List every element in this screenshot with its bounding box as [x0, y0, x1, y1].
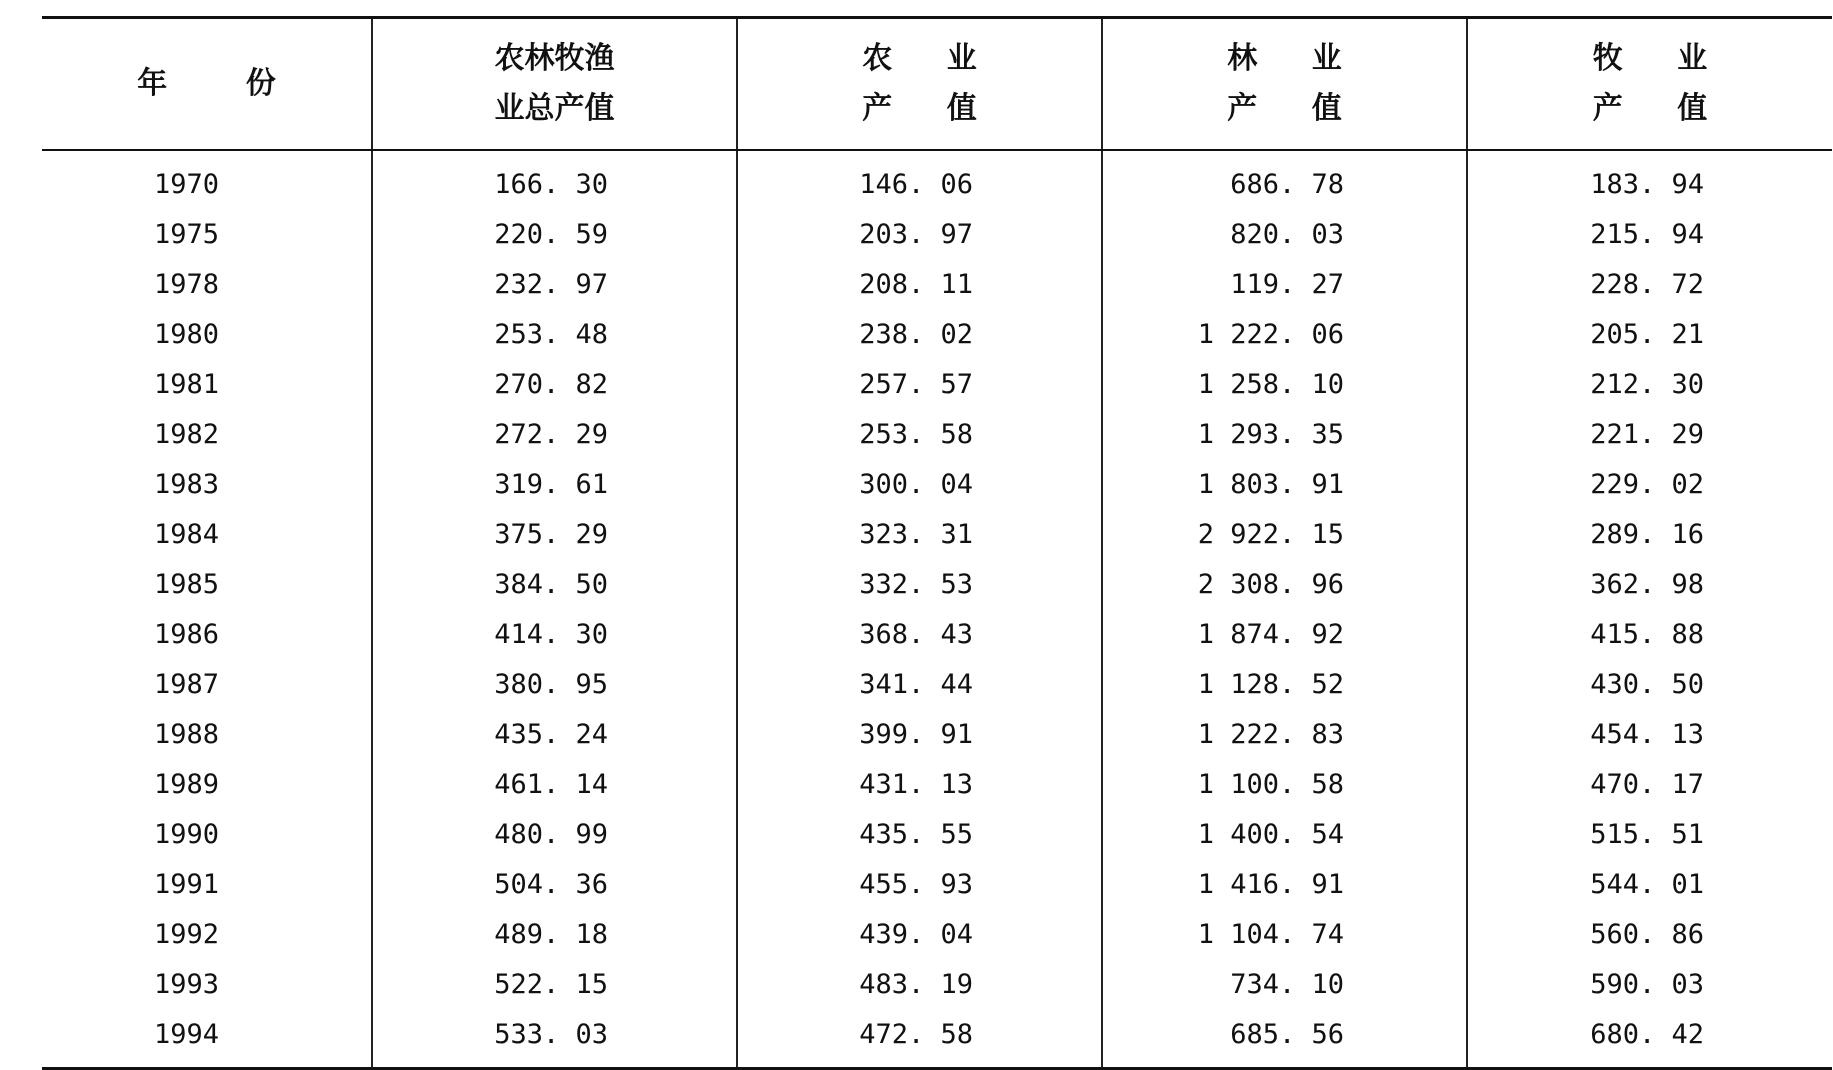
year-cell: 1975 — [153, 218, 220, 250]
year-cell: 1970 — [153, 168, 220, 200]
husbandry-output-cell: 362. 98 — [1467, 559, 1832, 609]
forestry-output-cell: 1 874. 92 — [1102, 609, 1467, 659]
husbandry-output-cell: 229. 02 — [1467, 459, 1832, 509]
husbandry-output-cell: 221. 29 — [1467, 409, 1832, 459]
agriculture-output-cell: 435. 55 — [737, 809, 1102, 859]
year-cell: 1990 — [153, 818, 220, 850]
husbandry-output-cell: 215. 94 — [1467, 209, 1832, 259]
husbandry-output-cell: 430. 50 — [1467, 659, 1832, 709]
total-output-cell: 375. 29 — [372, 509, 737, 559]
table-row — [42, 859, 1832, 909]
year-cell: 1988 — [153, 718, 220, 750]
year-cell: 1986 — [153, 618, 220, 650]
husbandry-output-cell: 560. 86 — [1467, 909, 1832, 959]
husbandry-output-cell: 212. 30 — [1467, 359, 1832, 409]
forestry-output-cell: 1 258. 10 — [1102, 359, 1467, 409]
forestry-output-cell: 734. 10 — [1102, 959, 1467, 1009]
husbandry-output-cell: 205. 21 — [1467, 309, 1832, 359]
total-output-cell: 272. 29 — [372, 409, 737, 459]
data-table — [42, 16, 1832, 1070]
total-output-cell: 435. 24 — [372, 709, 737, 759]
agriculture-output-cell: 238. 02 — [737, 309, 1102, 359]
agriculture-output-cell: 483. 19 — [737, 959, 1102, 1009]
agriculture-output-cell: 472. 58 — [737, 1009, 1102, 1069]
header-forestry-output: 林 业 产 值 — [1102, 18, 1467, 151]
year-cell: 1982 — [153, 418, 220, 450]
husbandry-output-cell: 289. 16 — [1467, 509, 1832, 559]
year-cell: 1980 — [153, 318, 220, 350]
agriculture-output-cell: 257. 57 — [737, 359, 1102, 409]
year-cell: 1993 — [153, 968, 220, 1000]
agriculture-output-cell: 399. 91 — [737, 709, 1102, 759]
agriculture-output-cell: 203. 97 — [737, 209, 1102, 259]
table-row — [42, 1009, 1832, 1069]
total-output-cell: 253. 48 — [372, 309, 737, 359]
forestry-output-cell: 2 308. 96 — [1102, 559, 1467, 609]
total-output-cell: 380. 95 — [372, 659, 737, 709]
husbandry-output-cell: 415. 88 — [1467, 609, 1832, 659]
table-row — [42, 759, 1832, 809]
forestry-output-cell: 1 803. 91 — [1102, 459, 1467, 509]
husbandry-output-cell: 470. 17 — [1467, 759, 1832, 809]
forestry-output-cell: 1 222. 06 — [1102, 309, 1467, 359]
forestry-output-cell: 1 293. 35 — [1102, 409, 1467, 459]
table-row — [42, 659, 1832, 709]
agriculture-output-cell: 439. 04 — [737, 909, 1102, 959]
total-output-cell: 414. 30 — [372, 609, 737, 659]
forestry-output-cell: 1 104. 74 — [1102, 909, 1467, 959]
forestry-output-cell: 1 222. 83 — [1102, 709, 1467, 759]
total-output-cell: 489. 18 — [372, 909, 737, 959]
table-row — [42, 609, 1832, 659]
table-row — [42, 559, 1832, 609]
forestry-output-cell: 1 100. 58 — [1102, 759, 1467, 809]
table-body — [42, 150, 1832, 1069]
year-cell: 1987 — [153, 668, 220, 700]
husbandry-output-cell: 183. 94 — [1467, 150, 1832, 209]
forestry-output-cell: 1 400. 54 — [1102, 809, 1467, 859]
table-row — [42, 409, 1832, 459]
husbandry-output-cell: 454. 13 — [1467, 709, 1832, 759]
table-row — [42, 509, 1832, 559]
husbandry-output-cell: 590. 03 — [1467, 959, 1832, 1009]
husbandry-output-cell: 544. 01 — [1467, 859, 1832, 909]
table-row — [42, 259, 1832, 309]
table-row — [42, 809, 1832, 859]
agriculture-output-cell: 332. 53 — [737, 559, 1102, 609]
table-row — [42, 209, 1832, 259]
total-output-cell: 270. 82 — [372, 359, 737, 409]
total-output-cell: 504. 36 — [372, 859, 737, 909]
table-row — [42, 150, 1832, 209]
total-output-cell: 522. 15 — [372, 959, 737, 1009]
agriculture-output-cell: 455. 93 — [737, 859, 1102, 909]
agriculture-output-cell: 253. 58 — [737, 409, 1102, 459]
forestry-output-cell: 820. 03 — [1102, 209, 1467, 259]
husbandry-output-cell: 515. 51 — [1467, 809, 1832, 859]
total-output-cell: 384. 50 — [372, 559, 737, 609]
agriculture-output-cell: 368. 43 — [737, 609, 1102, 659]
total-output-cell: 319. 61 — [372, 459, 737, 509]
husbandry-output-cell: 228. 72 — [1467, 259, 1832, 309]
forestry-output-cell: 685. 56 — [1102, 1009, 1467, 1069]
year-cell: 1992 — [153, 918, 220, 950]
header-husbandry-output: 牧 业 产 值 — [1467, 18, 1832, 151]
table-row — [42, 459, 1832, 509]
year-cell: 1994 — [42, 1009, 372, 1069]
agriculture-output-cell: 431. 13 — [737, 759, 1102, 809]
total-output-cell: 220. 59 — [372, 209, 737, 259]
year-cell: 1984 — [153, 518, 220, 550]
year-cell: 1983 — [153, 468, 220, 500]
header-total-output: 农林牧渔 业总产值 — [372, 18, 737, 151]
total-output-cell: 480. 99 — [372, 809, 737, 859]
total-output-cell: 461. 14 — [372, 759, 737, 809]
forestry-output-cell: 1 416. 91 — [1102, 859, 1467, 909]
agriculture-output-cell: 341. 44 — [737, 659, 1102, 709]
husbandry-output-cell: 680. 42 — [1467, 1009, 1832, 1069]
table-row — [42, 359, 1832, 409]
total-output-cell: 533. 03 — [372, 1009, 737, 1069]
year-cell: 1985 — [153, 568, 220, 600]
forestry-output-cell: 2 922. 15 — [1102, 509, 1467, 559]
year-cell: 1981 — [153, 368, 220, 400]
table-row — [42, 309, 1832, 359]
agriculture-output-cell: 300. 04 — [737, 459, 1102, 509]
forestry-output-cell: 686. 78 — [1102, 150, 1467, 209]
table-row — [42, 959, 1832, 1009]
year-cell: 1989 — [153, 768, 220, 800]
table-row — [42, 909, 1832, 959]
year-cell: 1991 — [153, 868, 220, 900]
total-output-cell: 232. 97 — [372, 259, 737, 309]
agriculture-output-cell: 146. 06 — [737, 150, 1102, 209]
total-output-cell: 166. 30 — [372, 150, 737, 209]
year-cell: 1978 — [153, 268, 220, 300]
table-row — [42, 709, 1832, 759]
table-header-row — [42, 18, 1832, 151]
header-agriculture-output: 农 业 产 值 — [737, 18, 1102, 151]
header-year: 年 份 — [42, 18, 372, 151]
agriculture-output-cell: 323. 31 — [737, 509, 1102, 559]
forestry-output-cell: 1 128. 52 — [1102, 659, 1467, 709]
forestry-output-cell: 119. 27 — [1102, 259, 1467, 309]
agriculture-output-cell: 208. 11 — [737, 259, 1102, 309]
